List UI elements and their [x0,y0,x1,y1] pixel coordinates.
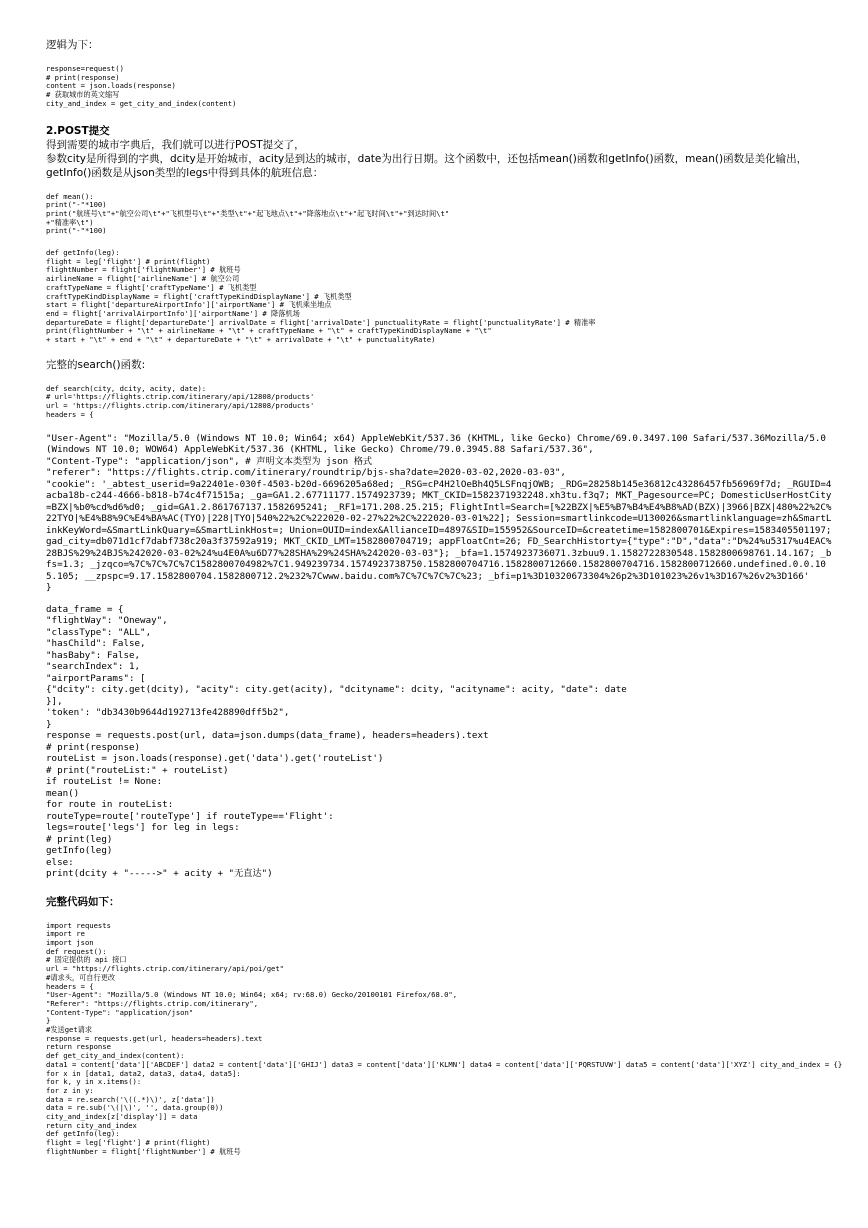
full-code-label: 完整代码如下： [46,895,120,908]
document-page [46,38,843,1157]
code-block-mean: def mean(): print("-"*100) print("航班号\t"+"航空公司\t"+"飞机型号\t"+"类型\t"+"起飞地点\t"+"降落地点\t"+"起飞时间\t"+"到达时间\t" +"精准率\t") print("-"*100) [46,191,450,236]
section-heading-post [46,124,836,138]
search-function-label: 完整的search()函数: [46,358,146,371]
section-text-1: 得到需要的城市字典后，我们就可以进行POST提交了， [46,138,305,151]
section-text-2: 参数city是所得到的字典，dcity是开始城市，acity是到达的城市，date为出行日期。这个函数中，还包括mean()函数和getInfo()函数，mean()函数是美化输出，getInfo()函数是从json类型的legs中得到具体的航班信息： [46,152,808,179]
code-block-full: import requests import re import json def request(): # 固定提供的 api 接口 url = "https://flights.ctrip.com/itinerary/api/poi/get" #请求头，可自行更改 headers = { "User-Agent": "Mozilla/5.0 (Windows NT 10.0; Win64; x64; rv:68.0) Gecko/20100101 Firefox/68.0", "Referer": "https://flights.ctrip.com/itinerary", "Content-Type": "application/json" } #发送get请求 response = requests.get(url, headers=headers).text return response def get_city_and_index(content): data1 = content['data']['ABCDEF'] data2 = content['data']['GHIJ'] data3 = content['data']['KLMN'] data4 = content['data']['PQRSTUVW'] data5 = content['data']['XYZ'] city_and_index = {} for x in [data1, data2, data3, data4, data5]: for k, y in x.items(): for z in y: data = re.search('\((.*)\)', z['data']) data = re.sub('\(|\)', '', data.group(0)) city_and_index[z['display']] = data return city_and_index def getInfo(leg): flight = leg['flight'] # print(flight) flightNumber = flight['flightNumber'] # 航班号 [46,920,843,1156]
code-block-headers: "User-Agent": "Mozilla/5.0 (Windows NT 10.0; Win64; x64) AppleWebKit/537.36 (KHTML, like Gecko) Chrome/69.0.3497.100 Safari/537.36Mozilla/5.0 (Windows NT 10.0; WOW64) AppleWebKit/537.36 (KHTML, like Gecko) Chrome/79.0.3945.88 Safari/537.36", "Content-Type": "application/json", # 声明文本类型为 json 格式 "referer": "https://flights.ctrip.com/itinerary/roundtrip/bjs-sha?date=2020-03-02,2020-03-03", "cookie": '_abtest_userid=9a22401e-030f-4503-b20d-6696205a68ed; _RSG=cP4H2lOeBh4Q5LSFnqjOWB; _RDG=28258b145e36812c43286457fb56969f7d; _RGUID=4acba18b-c244-4666-b818-b74c4f71515a; _ga=GA1.2.67711177.1574923739; MKT_CKID=1582371932248.xh3tu.f3q7; MKT_Pagesource=PC; DomesticUserHostCity=BZX|%b0%cd%d6%d0; _gid=GA1.2.861767137.1582695241; _RF1=171.208.25.215; FlightIntl=Search=[%22BZX|%E5%B7%B4%E4%B8%AD(BZX)|3966|BZX|480%22%2C%22TYO|%E4%B8%9C%E4%BA%AC(TYO)|228|TYO|540%22%2C%222020-02-27%22%2C%222020-03-01%22]; Session=smartlinkcode=U130026&smartlinklanguage=zh&SmartLinkKeyWord=&SmartLinkQuary=&SmartLinkHost=; Union=OUID=index&AllianceID=4897&SID=155952&SourceID=&createtime=1582800701&Expires=1583405501197; gad_city=db071d1cf7dabf738c20a3f37592a919; MKT_CKID_LMT=1582800704719; appFloatCnt=26; FD_SearchHistorty={"type":"D","data":"D%24%u5317%u4EAC%28BJS%29%24BJS%242020-03-02%24%u4E0A%u6D77%28SHA%29%24SHA%242020-03-03"}; _bfa=1.1574923736071.3zbuu9.1.1582722830548.1582800698761.14.167; _bfs=1.3; _jzqco=%7C%7C%7C%7C1582800704982%7C1.949239734.1574923738750.1582800704716.1582800712660.1582800704716.1582800712660.undefined.0.0.105.105; __zpspc=9.17.1582800704.1582800712.2%232%7Cwww.baidu.com%7C%7C%7C%7C%23; _bfi=p1%3D10320673304%26p2%3D101023%26v1%3D167%26v2%3D166' } [46,432,832,594]
intro-label: 逻辑为下： [46,39,99,51]
section-title: POST提交 [57,124,110,137]
code-block-search-head: def search(city, dcity, acity, date): # url='https://flights.ctrip.com/itinerary/api/12808/products' url = 'https://flights.ctrip.com/itinerary/api/12808/products' headers = { [46,383,315,419]
code-block-request: response=request() # print(response) content = json.loads(response) # 获取城市的英文缩写 city_and_index = get_city_and_index(content) [46,64,237,108]
section-number: 2. [46,124,58,137]
code-block-dataframe: data_frame = { "flightWay": "Oneway", "classType": "ALL", "hasChild": False, "hasBaby": False, "searchIndex": 1, "airportParams": [ {"dcity": city.get(dcity), "acity": city.get(acity), "dcityname": dcity, "acityname": acity, "date": date }], 'token': "db3430b9644d192713fe428890dff5b2", } response = requests.post(url, data=json.dumps(data_frame), headers=headers).text # print(response) routeList = json.loads(response).get('data').get('routeList') # print("routeList:" + routeList) if routeList != None: mean() for route in routeList: routeType=route['routeType'] if routeType=='Flight': legs=route['legs'] for leg in legs: # print(leg) getInfo(leg) else: print(dcity + "----->" + acity + "无直达") [46,603,627,880]
code-block-getinfo: def getInfo(leg): flight = leg['flight'] # print(flight) flightNumber = flight['flightNumber'] # 航班号 airlineName = flight['airlineName'] # 航空公司 craftTypeName = flight['craftTypeName'] # 飞机类型 craftTypeKindDisplayName = flight['craftTypeKindDisplayName'] # 飞机类型 start = flight['departureAirportInfo']['airportName'] # 飞机乘坐地点 end = flight['arrivalAirportInfo']['airportName'] # 降落机场 departureDate = flight['departureDate'] arrivalDate = flight['arrivalDate'] punctualityRate = flight['punctualityRate'] # 精准率 print(flightNumber + "\t" + airlineName + "\t" + craftTypeName + "\t" + craftTypeKindDisplayName + "\t" + start + "\t" + end + "\t" + departureDate + "\t" + arrivalDate + "\t" + punctualityRate) [46,248,596,345]
